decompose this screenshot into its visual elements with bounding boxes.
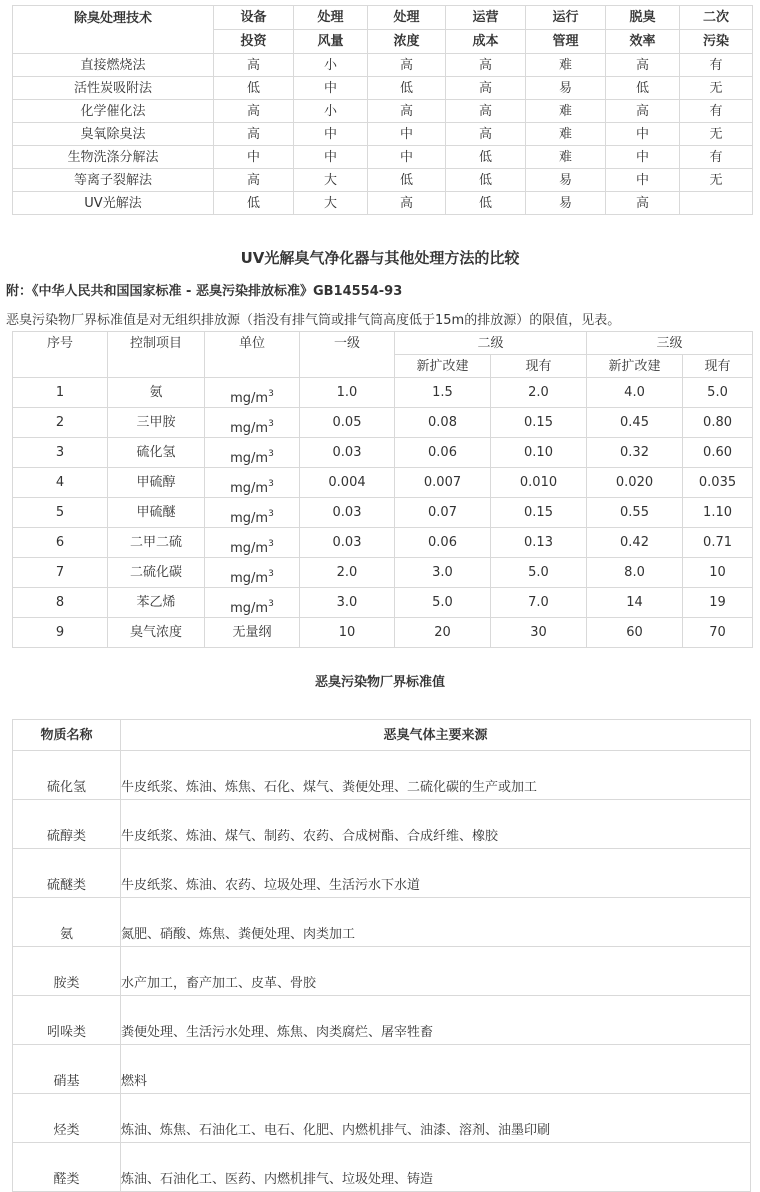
header-cell: 运行 xyxy=(526,6,606,30)
unit-exponent: 3 xyxy=(268,389,274,399)
rating-cell: 高 xyxy=(446,100,526,123)
rating-cell: 高 xyxy=(368,192,446,215)
unit-cell xyxy=(205,408,300,438)
unit-exponent: 3 xyxy=(268,419,274,429)
grade3-current-value: 5.0 xyxy=(683,378,753,408)
rating-cell: 低 xyxy=(214,192,294,215)
header-cur3: 现有 xyxy=(683,355,753,378)
unit-base: mg/m xyxy=(230,451,269,466)
rating-cell: 高 xyxy=(446,123,526,146)
source-description: 氮肥、硝酸、炼焦、粪便处理、肉类加工 xyxy=(121,898,751,947)
table-row xyxy=(13,1094,751,1143)
grade3-current-value: 0.71 xyxy=(683,528,753,558)
table-row xyxy=(13,146,753,169)
unit-base: mg/m xyxy=(230,541,269,556)
table-row xyxy=(13,849,751,898)
source-description: 牛皮纸浆、炼油、炼焦、石化、煤气、粪便处理、二硫化碳的生产或加工 xyxy=(121,751,751,800)
source-description: 炼油、石油化工、医药、内燃机排气、垃圾处理、铸造 xyxy=(121,1143,751,1192)
rating-cell: 难 xyxy=(526,54,606,77)
standard-description: 恶臭污染物厂界标准值是对无组织排放源（指没有排气筒或排气筒高度低于15m的排放源）的限值，见表。 xyxy=(6,313,621,328)
rating-cell: 低 xyxy=(446,146,526,169)
grade3-current-value: 70 xyxy=(683,618,753,648)
source-description: 水产加工，畜产加工、皮革、骨胶 xyxy=(121,947,751,996)
header-grade2: 二级 xyxy=(395,332,587,355)
header-cell: 风量 xyxy=(294,30,368,54)
standard-reference: 附：《中华人民共和国国家标准 - 恶臭污染排放标准》GB14554-93 xyxy=(6,284,403,299)
header-cell: 处理 xyxy=(294,6,368,30)
grade2-current-value: 0.010 xyxy=(491,468,587,498)
rating-cell: 高 xyxy=(446,77,526,100)
row-number: 6 xyxy=(13,528,108,558)
rating-cell: 低 xyxy=(368,169,446,192)
control-item: 苯乙烯 xyxy=(108,588,205,618)
table-row xyxy=(13,498,753,528)
grade3-current-value: 0.80 xyxy=(683,408,753,438)
table-row xyxy=(13,1143,751,1192)
unit-cell xyxy=(205,498,300,528)
rating-cell: 中 xyxy=(606,169,680,192)
unit-cell xyxy=(205,558,300,588)
rating-cell: 低 xyxy=(606,77,680,100)
substance-name: 吲哚类 xyxy=(13,996,121,1045)
technique-name: 直接燃烧法 xyxy=(13,54,214,77)
grade3-new-value: 8.0 xyxy=(587,558,683,588)
grade2-current-value: 2.0 xyxy=(491,378,587,408)
unit-base: mg/m xyxy=(230,601,269,616)
header-cell: 二次 xyxy=(680,6,753,30)
grade2-current-value: 0.10 xyxy=(491,438,587,468)
grade2-current-value: 0.13 xyxy=(491,528,587,558)
row-number: 1 xyxy=(13,378,108,408)
grade3-new-value: 0.42 xyxy=(587,528,683,558)
rating-cell: 中 xyxy=(368,146,446,169)
rating-cell xyxy=(680,192,753,215)
control-item: 三甲胺 xyxy=(108,408,205,438)
header-no: 序号 xyxy=(13,332,108,378)
row-number: 2 xyxy=(13,408,108,438)
table-row xyxy=(13,438,753,468)
substance-name: 氨 xyxy=(13,898,121,947)
grade2-new-value: 0.08 xyxy=(395,408,491,438)
rating-cell: 易 xyxy=(526,192,606,215)
unit-exponent: 3 xyxy=(268,599,274,609)
unit-cell xyxy=(205,468,300,498)
unit-base: mg/m xyxy=(230,511,269,526)
substance-name: 醛类 xyxy=(13,1143,121,1192)
rating-cell: 易 xyxy=(526,77,606,100)
source-description: 粪便处理、生活污水处理、炼焦、肉类腐烂、屠宰牲畜 xyxy=(121,996,751,1045)
table-row xyxy=(13,618,753,648)
table-row xyxy=(13,751,751,800)
odor-limits-title: 恶臭污染物厂界标准值 xyxy=(314,675,445,690)
rating-cell: 低 xyxy=(446,169,526,192)
header-cell: 投资 xyxy=(214,30,294,54)
rating-cell: 小 xyxy=(294,54,368,77)
comparison-title: UV光解臭气净化器与其他处理方法的比较 xyxy=(240,249,520,267)
source-description: 牛皮纸浆、炼油、农药、垃圾处理、生活污水下水道 xyxy=(121,849,751,898)
source-description: 牛皮纸浆、炼油、煤气、制药、农药、合成树酯、合成纤维、橡胶 xyxy=(121,800,751,849)
row-number: 7 xyxy=(13,558,108,588)
table-row xyxy=(13,123,753,146)
rating-cell: 中 xyxy=(294,123,368,146)
rating-cell: 高 xyxy=(606,192,680,215)
grade2-new-value: 0.06 xyxy=(395,438,491,468)
rating-cell: 中 xyxy=(214,146,294,169)
control-item: 甲硫醚 xyxy=(108,498,205,528)
unit-cell xyxy=(205,588,300,618)
unit-base: mg/m xyxy=(230,571,269,586)
grade2-current-value: 7.0 xyxy=(491,588,587,618)
grade1-value: 0.05 xyxy=(300,408,395,438)
table-row xyxy=(13,54,753,77)
unit-exponent: 3 xyxy=(268,539,274,549)
grade3-current-value: 19 xyxy=(683,588,753,618)
grade1-value: 0.004 xyxy=(300,468,395,498)
table-row xyxy=(13,947,751,996)
rating-cell: 有 xyxy=(680,146,753,169)
control-item: 硫化氢 xyxy=(108,438,205,468)
grade1-value: 0.03 xyxy=(300,498,395,528)
technique-name: 生物洗涤分解法 xyxy=(13,146,214,169)
control-item: 氨 xyxy=(108,378,205,408)
table-row xyxy=(13,468,753,498)
rating-cell: 中 xyxy=(606,146,680,169)
unit-cell xyxy=(205,528,300,558)
source-description: 燃料 xyxy=(121,1045,751,1094)
unit-cell xyxy=(205,438,300,468)
table-row xyxy=(13,558,753,588)
header-cell: 污染 xyxy=(680,30,753,54)
rating-cell: 高 xyxy=(446,54,526,77)
grade3-new-value: 14 xyxy=(587,588,683,618)
substance-name: 硫化氢 xyxy=(13,751,121,800)
grade2-new-value: 5.0 xyxy=(395,588,491,618)
header-cell: 处理 xyxy=(368,6,446,30)
control-item: 二甲二硫 xyxy=(108,528,205,558)
table-row xyxy=(13,408,753,438)
header-substance: 物质名称 xyxy=(13,720,121,751)
technique-name: 臭氧除臭法 xyxy=(13,123,214,146)
grade2-new-value: 20 xyxy=(395,618,491,648)
unit-cell xyxy=(205,378,300,408)
table-row xyxy=(13,996,751,1045)
table-row xyxy=(13,898,751,947)
header-cell: 浓度 xyxy=(368,30,446,54)
header-cell: 脱臭 xyxy=(606,6,680,30)
unit-exponent: 3 xyxy=(268,449,274,459)
table-row xyxy=(13,378,753,408)
rating-cell: 高 xyxy=(368,100,446,123)
rating-cell: 无 xyxy=(680,77,753,100)
header-unit: 单位 xyxy=(205,332,300,378)
substance-name: 烃类 xyxy=(13,1094,121,1143)
header-cell: 管理 xyxy=(526,30,606,54)
rating-cell: 低 xyxy=(446,192,526,215)
rating-cell: 难 xyxy=(526,100,606,123)
rating-cell: 高 xyxy=(606,100,680,123)
rating-cell: 低 xyxy=(214,77,294,100)
technique-name: 等离子裂解法 xyxy=(13,169,214,192)
table-row xyxy=(13,100,753,123)
unit-base: mg/m xyxy=(230,421,269,436)
unit-exponent: 3 xyxy=(268,569,274,579)
rating-cell: 无 xyxy=(680,123,753,146)
grade2-new-value: 3.0 xyxy=(395,558,491,588)
grade3-current-value: 1.10 xyxy=(683,498,753,528)
table-row xyxy=(13,588,753,618)
grade1-value: 0.03 xyxy=(300,528,395,558)
grade3-current-value: 0.60 xyxy=(683,438,753,468)
technique-name: 活性炭吸附法 xyxy=(13,77,214,100)
grade2-current-value: 30 xyxy=(491,618,587,648)
rating-cell: 难 xyxy=(526,123,606,146)
rating-cell: 中 xyxy=(294,146,368,169)
control-item: 臭气浓度 xyxy=(108,618,205,648)
row-number: 3 xyxy=(13,438,108,468)
grade2-new-value: 0.007 xyxy=(395,468,491,498)
header-cell: 设备 xyxy=(214,6,294,30)
rating-cell: 高 xyxy=(606,54,680,77)
row-number: 8 xyxy=(13,588,108,618)
rating-cell: 低 xyxy=(368,77,446,100)
technique-name: 化学催化法 xyxy=(13,100,214,123)
grade2-current-value: 0.15 xyxy=(491,498,587,528)
rating-cell: 有 xyxy=(680,54,753,77)
unit-exponent: 3 xyxy=(268,479,274,489)
rating-cell: 高 xyxy=(368,54,446,77)
control-item: 二硫化碳 xyxy=(108,558,205,588)
grade2-new-value: 0.06 xyxy=(395,528,491,558)
technique-name: UV光解法 xyxy=(13,192,214,215)
header-grade3: 三级 xyxy=(587,332,753,355)
grade3-current-value: 0.035 xyxy=(683,468,753,498)
grade3-new-value: 0.45 xyxy=(587,408,683,438)
grade3-new-value: 4.0 xyxy=(587,378,683,408)
header-cell: 效率 xyxy=(606,30,680,54)
table-row xyxy=(13,528,753,558)
rating-cell: 中 xyxy=(606,123,680,146)
header-item: 控制项目 xyxy=(108,332,205,378)
unit-exponent: 3 xyxy=(268,509,274,519)
unit-base: mg/m xyxy=(230,481,269,496)
row-number: 5 xyxy=(13,498,108,528)
grade2-new-value: 0.07 xyxy=(395,498,491,528)
header-cell: 运营 xyxy=(446,6,526,30)
rating-cell: 高 xyxy=(214,54,294,77)
control-item: 甲硫醇 xyxy=(108,468,205,498)
grade1-value: 10 xyxy=(300,618,395,648)
table-row xyxy=(13,192,753,215)
rating-cell: 有 xyxy=(680,100,753,123)
rating-cell: 大 xyxy=(294,169,368,192)
grade1-value: 0.03 xyxy=(300,438,395,468)
table-row xyxy=(13,169,753,192)
header-new2: 新扩改建 xyxy=(395,355,491,378)
header-cur2: 现有 xyxy=(491,355,587,378)
rating-cell: 高 xyxy=(214,100,294,123)
substance-name: 硫醇类 xyxy=(13,800,121,849)
rating-cell: 难 xyxy=(526,146,606,169)
grade3-new-value: 0.55 xyxy=(587,498,683,528)
header-technique: 除臭处理技术 xyxy=(13,6,214,54)
rating-cell: 中 xyxy=(294,77,368,100)
table-row xyxy=(13,800,751,849)
grade2-current-value: 0.15 xyxy=(491,408,587,438)
rating-cell: 大 xyxy=(294,192,368,215)
row-number: 4 xyxy=(13,468,108,498)
substance-name: 硫醚类 xyxy=(13,849,121,898)
rating-cell: 高 xyxy=(214,123,294,146)
header-source: 恶臭气体主要来源 xyxy=(121,720,751,751)
grade1-value: 3.0 xyxy=(300,588,395,618)
odor-sources-table xyxy=(12,719,751,1192)
grade3-new-value: 0.32 xyxy=(587,438,683,468)
rating-cell: 无 xyxy=(680,169,753,192)
rating-cell: 中 xyxy=(368,123,446,146)
grade1-value: 2.0 xyxy=(300,558,395,588)
header-cell: 成本 xyxy=(446,30,526,54)
substance-name: 硝基 xyxy=(13,1045,121,1094)
rating-cell: 易 xyxy=(526,169,606,192)
grade3-new-value: 0.020 xyxy=(587,468,683,498)
unit-cell: 无量纲 xyxy=(205,618,300,648)
header-new3: 新扩改建 xyxy=(587,355,683,378)
substance-name: 胺类 xyxy=(13,947,121,996)
table-row xyxy=(13,77,753,100)
grade3-new-value: 60 xyxy=(587,618,683,648)
rating-cell: 高 xyxy=(214,169,294,192)
source-description: 炼油、炼焦、石油化工、电石、化肥、内燃机排气、油漆、溶剂、油墨印刷 xyxy=(121,1094,751,1143)
odor-limits-table xyxy=(12,331,753,648)
unit-base: mg/m xyxy=(230,391,269,406)
rating-cell: 小 xyxy=(294,100,368,123)
header-grade1: 一级 xyxy=(300,332,395,378)
grade3-current-value: 10 xyxy=(683,558,753,588)
row-number: 9 xyxy=(13,618,108,648)
grade2-current-value: 5.0 xyxy=(491,558,587,588)
grade2-new-value: 1.5 xyxy=(395,378,491,408)
table-row xyxy=(13,1045,751,1094)
grade1-value: 1.0 xyxy=(300,378,395,408)
treatment-comparison-table xyxy=(12,5,753,215)
